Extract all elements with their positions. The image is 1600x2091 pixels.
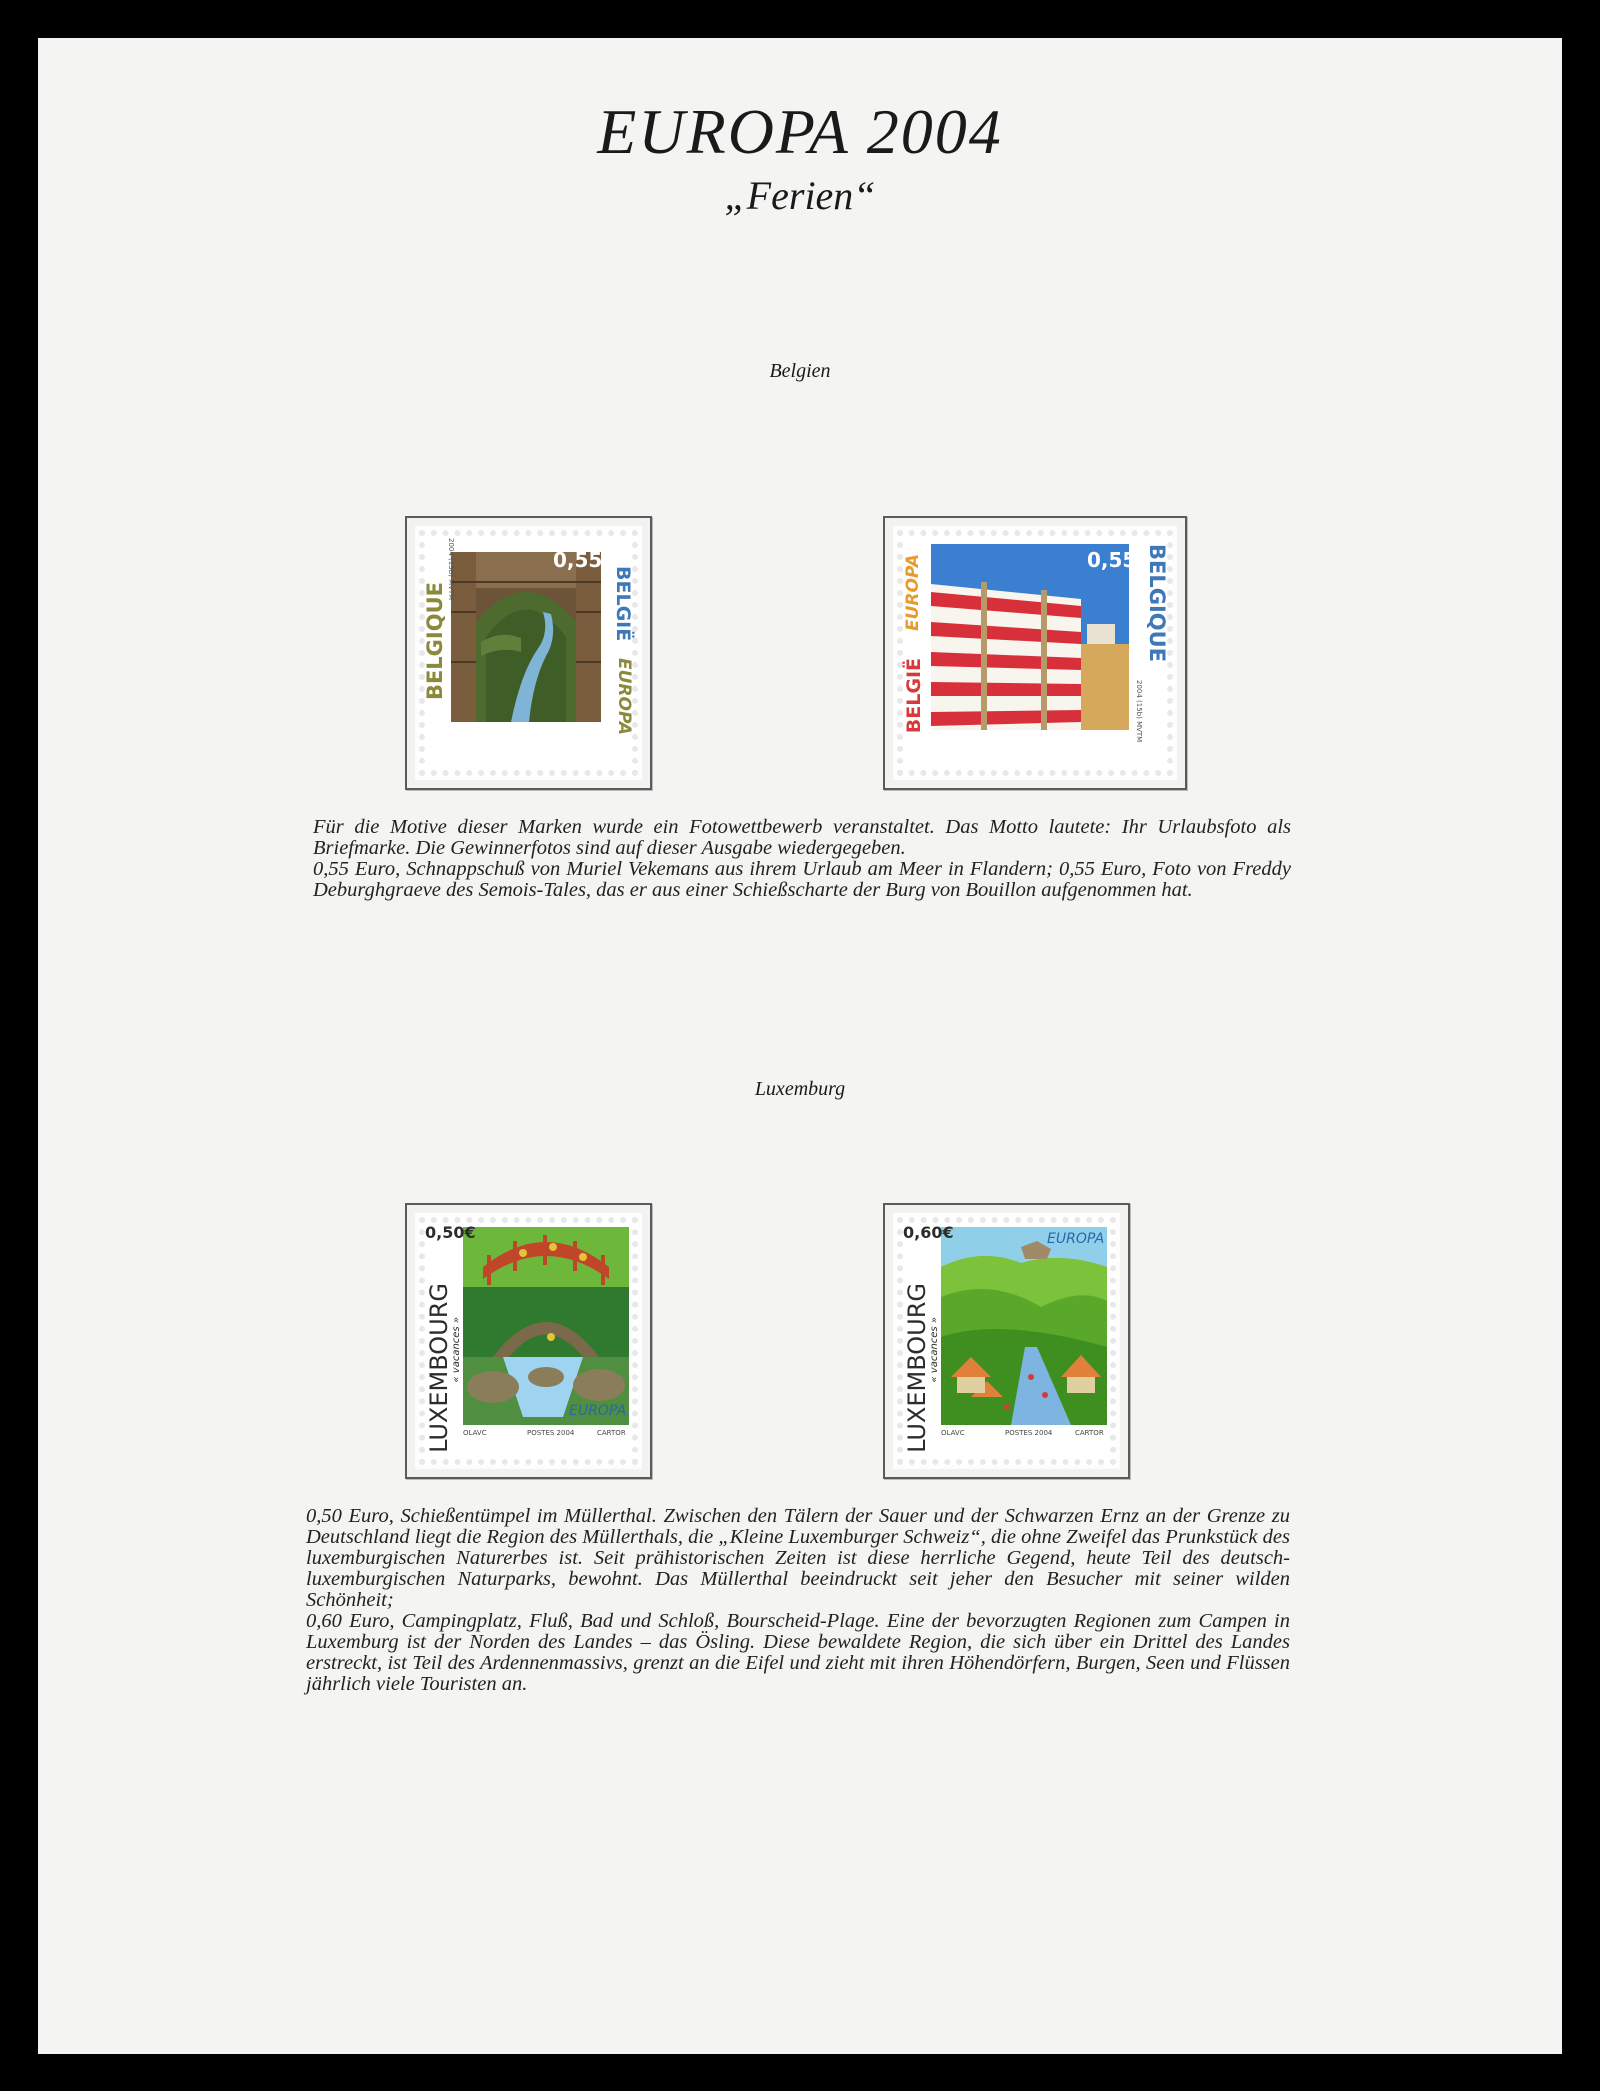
- description-paragraph: Für die Motive dieser Marken wurde ein Fotowettbewerb veranstaltet. Das Motto lautete: Ihr Urlaubsfoto als Briefmarke. Die Gewinnerfotos sind auf dieser Ausgabe wiedergegeben.: [313, 816, 1291, 859]
- stamp-country-name-nl: BELGIË: [903, 658, 925, 734]
- stamp-europa-logo: EUROPA: [903, 554, 923, 632]
- stamp-imprint-designer: OLAVC: [463, 1429, 487, 1437]
- stamp-mount: [405, 516, 652, 790]
- country-heading-luxemburg: Luxemburg: [754, 1078, 846, 1100]
- stamp-imprint: 2004 (15b) MVTM: [447, 538, 455, 601]
- stamp-mount: [405, 1203, 652, 1479]
- description-belgien: [313, 817, 1291, 901]
- description-paragraph: 0,55 Euro, Schnappschuß von Muriel Vekemans aus ihrem Urlaub am Meer in Flandern; 0,55 Euro, Foto von Freddy Deburghgraeve des Semois-Tales, das er aus einer Schießscharte der Burg von Bouillon aufgenommen hat.: [313, 858, 1291, 901]
- stamp-picture: [463, 1227, 629, 1425]
- stamp-country-name-fr: BELGIQUE: [423, 582, 447, 701]
- stamp-belgium-beach: [897, 530, 1173, 776]
- stamp-luxembourg-bourscheid: [897, 1217, 1116, 1465]
- stamp-picture: [941, 1227, 1107, 1425]
- stamp-subtitle: « vacances »: [451, 1317, 462, 1383]
- album-page: [38, 38, 1562, 2054]
- stamp-imprint-postes: POSTES 2004: [527, 1429, 575, 1437]
- stamp-europa-logo: EUROPA: [614, 658, 634, 736]
- stamp-country-name: LUXEMBOURG: [903, 1283, 931, 1453]
- stamp-europa-logo: EUROPA: [1047, 1231, 1105, 1247]
- stamp-imprint-postes: POSTES 2004: [1005, 1429, 1053, 1437]
- stamp-subtitle: « vacances »: [929, 1317, 940, 1383]
- country-heading-belgien: Belgien: [769, 360, 831, 382]
- stamp-country-name-nl: BELGIË: [612, 566, 634, 642]
- stamp-belgium-semois: [419, 530, 638, 776]
- stamp-mount: [883, 516, 1187, 790]
- stamp-imprint-printer: CARTOR: [597, 1429, 626, 1437]
- stamp-europa-logo: EUROPA: [569, 1403, 627, 1419]
- stamp-value: 0,60€: [903, 1223, 954, 1242]
- description-paragraph: 0,50 Euro, Schießentümpel im Müllerthal. Zwischen den Tälern der Sauer und der Schwarzen Ernz an der Grenze zu Deutschland liegt die Region des Müllerthals, die „Kleine Luxemburger Schweiz“, die ohne Zweifel das Prunkstück des luxemburgischen Naturerbes ist. Seit prähistorischen Zeiten ist diese herrliche Gegend, heute Teil des deutsch-luxemburgischen Naturparks, bewohnt. Das Müllerthal beeindruckt seit jeher den Besucher mit seiner wilden Schönheit;: [306, 1505, 1290, 1611]
- page-subtitle: „Ferien“: [724, 173, 876, 218]
- description-paragraph: 0,60 Euro, Campingplatz, Fluß, Bad und Schloß, Bourscheid-Plage. Eine der bevorzugten Regionen zum Campen in Luxemburg ist der Norden des Landes – das Ösling. Diese bewaldete Region, die sich über ein Drittel des Landes erstreckt, ist Teil des Ardennenmassivs, grenzt an die Eifel und zieht mit ihren Höhendörfern, Burgen, Seen und Flüssen jährlich viele Touristen an.: [306, 1610, 1290, 1695]
- stamp-value: 0,55: [553, 548, 603, 572]
- stamp-imprint: 2004 (15b) MVTM: [1135, 680, 1143, 743]
- stamp-value: 0,55: [1087, 548, 1137, 572]
- stamp-value: 0,50€: [425, 1223, 476, 1242]
- description-luxemburg: [306, 1506, 1290, 1695]
- stamp-luxembourg-muellerthal: [419, 1217, 638, 1465]
- stamp-picture: [451, 552, 601, 722]
- page-title: EUROPA 2004: [597, 96, 1003, 167]
- stamp-country-name-fr: BELGIQUE: [1145, 544, 1169, 663]
- stamp-imprint-printer: CARTOR: [1075, 1429, 1104, 1437]
- stamp-imprint-designer: OLAVC: [941, 1429, 965, 1437]
- stamp-country-name: LUXEMBOURG: [425, 1283, 453, 1453]
- stamp-mount: [883, 1203, 1130, 1479]
